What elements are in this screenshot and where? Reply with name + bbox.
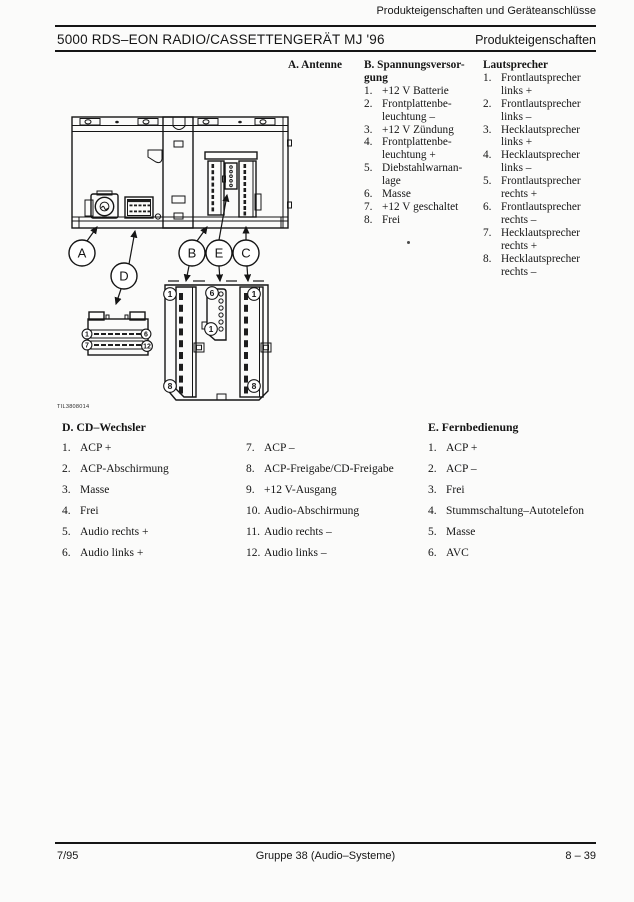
item-number: 3. (364, 123, 373, 136)
figure-id: TIL3808014 (57, 404, 90, 410)
spring-clip (148, 150, 162, 163)
item-number: 5. (483, 175, 492, 188)
svg-text:12: 12 (143, 343, 151, 351)
item-text: links – (501, 110, 532, 123)
list-item (62, 526, 169, 547)
pin-label (82, 340, 92, 350)
item-text: rechts – (501, 213, 537, 226)
list-item (364, 98, 476, 124)
pin-label (142, 341, 153, 352)
d-connector-pinout (82, 312, 152, 355)
cd-changer-pin-list-left (62, 442, 169, 568)
label-circle-d (111, 263, 137, 289)
item-number: 6. (483, 200, 492, 213)
pin-label (248, 288, 261, 301)
list-item (62, 463, 169, 484)
item-text: Frontlautsprecher (501, 97, 581, 110)
list-item (483, 201, 597, 227)
item-text: Audio links – (264, 547, 327, 559)
item-number: 1. (364, 84, 373, 97)
list-item (364, 214, 476, 227)
item-number: 4. (364, 136, 373, 149)
item-text: links + (501, 84, 533, 97)
list-item (246, 505, 394, 526)
radio-rear-view (72, 117, 292, 228)
wiring-diagram (55, 100, 315, 420)
item-text: Frontlautsprecher (501, 71, 581, 84)
item-number: 7. (246, 442, 255, 454)
item-text: Audio links + (80, 547, 144, 559)
list-item (364, 124, 476, 137)
list-item (246, 547, 394, 568)
item-number: 4. (62, 505, 71, 517)
item-text: AVC (446, 547, 469, 559)
svg-text:E: E (214, 245, 224, 261)
item-text: +12 V Batterie (382, 84, 449, 97)
item-number: 2. (364, 97, 373, 110)
item-number: 11. (246, 526, 260, 538)
footer-issue-date: 7/95 (57, 850, 79, 862)
item-text: Frei (382, 213, 401, 226)
list-item (428, 505, 584, 526)
item-number: 4. (428, 505, 437, 517)
list-item (364, 162, 476, 188)
list-item (428, 484, 584, 505)
item-text: lage (382, 175, 401, 188)
item-text: Hecklautsprecher (501, 149, 581, 162)
list-item (62, 442, 169, 463)
print-artifact-dot (407, 241, 410, 244)
list-item (483, 253, 597, 279)
item-number: 9. (246, 484, 255, 496)
item-number: 8. (364, 213, 373, 226)
item-text: ACP-Abschirmung (80, 463, 169, 475)
svg-text:D: D (119, 268, 129, 284)
radio-connector-d (125, 197, 153, 218)
list-item (364, 201, 476, 214)
item-number: 2. (483, 97, 492, 110)
legend-speakers (483, 59, 597, 278)
item-text: Hecklautsprecher (501, 123, 581, 136)
pin-label (205, 323, 218, 336)
main-connector-pinout (164, 281, 271, 400)
item-text: Frei (446, 484, 465, 496)
header-rule-bottom (55, 50, 596, 52)
item-number: 8. (483, 252, 492, 265)
radio-connector-e (225, 163, 237, 189)
pin-label (206, 287, 219, 300)
list-item (428, 442, 584, 463)
list-item (246, 484, 394, 505)
running-head: Produkteigenschaften und Geräteanschlüsse (376, 5, 596, 17)
list-item (62, 505, 169, 526)
item-number: 6. (364, 188, 373, 201)
svg-text:C: C (241, 245, 251, 261)
item-text: Audio rechts – (264, 526, 332, 538)
pin-label (248, 380, 261, 393)
item-number: 1. (62, 442, 71, 454)
item-text: Frontlautsprecher (501, 175, 581, 188)
list-item (428, 526, 584, 547)
item-text: ACP + (446, 442, 478, 454)
cd-changer-pin-list-right (246, 442, 394, 568)
item-text: leuchtung + (382, 149, 436, 162)
item-text: leuchtung – (382, 110, 436, 123)
item-number: 6. (428, 547, 437, 559)
item-text: Frei (80, 505, 99, 517)
legend-power-supply (364, 59, 476, 227)
svg-text:B: B (187, 245, 197, 261)
list-item (62, 547, 169, 568)
section-heading-cd-changer: D. CD–Wechsler (62, 420, 146, 434)
list-item (246, 442, 394, 463)
svg-text:8: 8 (167, 381, 173, 391)
item-text: ACP – (264, 442, 295, 454)
antenna-socket (85, 191, 118, 218)
item-number: 1. (428, 442, 437, 454)
item-text: Frontplattenbe- (382, 136, 452, 149)
label-circle-e (206, 240, 232, 266)
svg-text:1: 1 (85, 331, 89, 339)
item-number: 4. (483, 149, 492, 162)
item-number: 7. (483, 226, 492, 239)
item-text: +12 V Zündung (382, 123, 454, 136)
list-item (246, 463, 394, 484)
item-text: Masse (382, 188, 411, 201)
item-text: ACP – (446, 463, 477, 475)
list-item (483, 72, 597, 98)
page-title: 5000 RDS–EON RADIO/CASSETTENGERÄT MJ '96 (57, 32, 385, 47)
item-number: 3. (483, 123, 492, 136)
item-text: Masse (80, 484, 110, 496)
item-text: Diebstahlwarnan- (382, 162, 463, 175)
item-text: ACP-Freigabe/CD-Freigabe (264, 463, 394, 475)
list-item (364, 85, 476, 98)
pin-label (164, 288, 177, 301)
item-text: rechts – (501, 265, 537, 278)
item-text: Masse (446, 526, 476, 538)
footer-page-number: 8 – 39 (565, 850, 596, 862)
item-text: +12 V-Ausgang (264, 484, 337, 496)
legend-antenna (288, 59, 342, 72)
footer-rule (55, 842, 596, 844)
label-circle-a (69, 240, 95, 266)
item-text: ACP + (80, 442, 112, 454)
item-text: links – (501, 162, 532, 175)
list-item (364, 188, 476, 201)
item-text: Hecklautsprecher (501, 226, 581, 239)
item-number: 5. (364, 162, 373, 175)
list-item (483, 98, 597, 124)
item-number: 2. (428, 463, 437, 475)
item-text: Audio rechts + (80, 526, 149, 538)
legend-heading: A. Antenne (288, 59, 342, 71)
footer-group: Gruppe 38 (Audio–Systeme) (255, 850, 396, 862)
item-number: 7. (364, 200, 373, 213)
list-item (428, 547, 584, 568)
list-item (483, 149, 597, 175)
section-label: Produkteigenschaften (475, 33, 596, 47)
pin-label (141, 329, 151, 339)
item-number: 8. (246, 463, 255, 475)
item-number: 3. (428, 484, 437, 496)
item-text: Frontplattenbe- (382, 97, 452, 110)
item-number: 12. (246, 547, 261, 559)
item-number: 10. (246, 505, 261, 517)
item-number: 3. (62, 484, 71, 496)
list-item (483, 175, 597, 201)
pin-label (82, 329, 92, 339)
list-item (483, 124, 597, 150)
item-text: +12 V geschaltet (382, 200, 459, 213)
item-text: Stummschaltung–Autotelefon (446, 505, 584, 517)
pin-label (164, 380, 177, 393)
item-number: 6. (62, 547, 71, 559)
legend-heading: gung (364, 71, 388, 84)
item-text: rechts + (501, 239, 538, 252)
item-number: 5. (428, 526, 437, 538)
list-item (364, 136, 476, 162)
section-heading-remote: E. Fernbedienung (428, 420, 519, 434)
item-number: 5. (62, 526, 71, 538)
label-circle-b (179, 240, 205, 266)
header-rule-top (55, 25, 596, 27)
svg-text:6: 6 (144, 331, 148, 339)
list-item (246, 526, 394, 547)
pinout-bottom-notch (217, 394, 226, 400)
pinout-connector-b (176, 287, 204, 397)
legend-heading: Lautsprecher (483, 59, 549, 71)
item-text: Frontlautsprecher (501, 200, 581, 213)
list-item (483, 227, 597, 253)
svg-text:6: 6 (209, 288, 215, 298)
remote-pin-list (428, 442, 584, 568)
item-text: rechts + (501, 188, 538, 201)
radio-connector-block (205, 152, 261, 217)
item-text: Audio-Abschirmung (264, 505, 360, 517)
svg-text:1: 1 (251, 289, 257, 299)
legend-heading: B. Spannungsversor- (364, 59, 465, 71)
list-item (428, 463, 584, 484)
mounting-tabs (80, 119, 275, 126)
center-bracket (163, 117, 193, 228)
svg-text:A: A (77, 245, 87, 261)
item-text: Hecklautsprecher (501, 252, 581, 265)
list-item (62, 484, 169, 505)
item-text: links + (501, 136, 533, 149)
radio-connector-b (208, 161, 224, 215)
svg-text:1: 1 (208, 324, 214, 334)
svg-text:1: 1 (167, 289, 173, 299)
item-number: 2. (62, 463, 71, 475)
item-number: 1. (483, 71, 492, 84)
label-circle-c (233, 240, 259, 266)
svg-text:7: 7 (85, 342, 89, 350)
svg-text:8: 8 (251, 381, 257, 391)
